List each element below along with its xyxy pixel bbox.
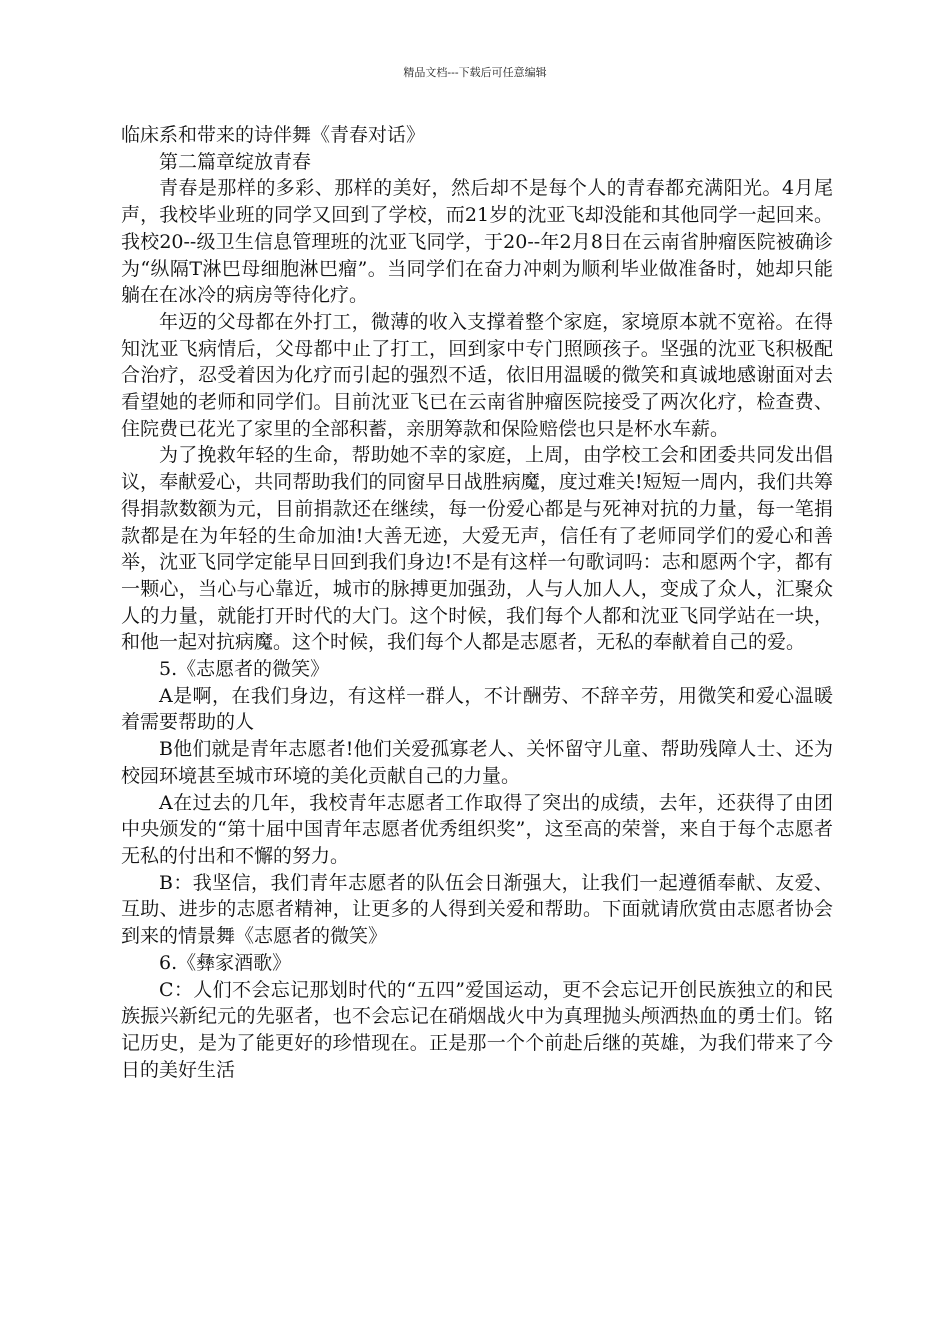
paragraph: 年迈的父母都在外打工，微薄的收入支撑着整个家庭，家境原本就不宽裕。在得知沈亚飞病情后，父母都中止了打工，回到家中专门照顾孩子。坚强的沈亚飞积极配合治疗，忍受着因为化疗而引起的强烈不适，依旧用温暖的微笑和真诚地感谢面对去看望她的老师和同学们。目前沈亚飞已在云南省肿瘤医院接受了两次化疗，检查费、住院费已花光了家里的全部积蓄，亲朋筹款和保险赔偿也只是杯水车薪。 — [121, 310, 833, 440]
paragraph-title: 临床系和带来的诗伴舞《青春对话》 — [121, 124, 426, 146]
paragraph: A是啊，在我们身边，有这样一群人，不计酬劳、不辞辛劳，用微笑和爱心温暖着需要帮助的人 — [121, 684, 833, 734]
paragraph: B：我坚信，我们青年志愿者的队伍会日渐强大，让我们一起遵循奉献、友爱、互助、进步的志愿者精神，让更多的人得到关爱和帮助。下面就请欣赏由志愿者协会到来的情景舞《志愿者的微笑》 — [121, 871, 833, 948]
program-item-heading: 5.《志愿者的微笑》 — [159, 658, 330, 681]
paragraph: A在过去的几年，我校青年志愿者工作取得了突出的成绩，去年，还获得了由团中央颁发的“第十届中国青年志愿者优秀组织奖”，这至高的荣誉，来自于每个志愿者无私的付出和不懈的努力。 — [121, 791, 833, 867]
section-heading: 第二篇章绽放青春 — [159, 150, 312, 173]
document-body — [121, 122, 833, 1083]
paragraph: 青春是那样的多彩、那样的美好，然后却不是每个人的青春都充满阳光。4月尾声，我校毕业班的同学又回到了学校，而21岁的沈亚飞却没能和其他同学一起回来。我校20--级卫生信息管理班的沈亚飞同学，于20--年2月8日在云南省肿瘤医院被确诊为“纵隔T淋巴母细胞淋巴瘤”。当同学们在奋力冲刺为顺利毕业做准备时，她却只能躺在在冰冷的病房等待化疗。 — [121, 177, 833, 307]
program-item-heading: 6.《彝家酒歌》 — [159, 951, 292, 974]
paragraph: 为了挽救年轻的生命，帮助她不幸的家庭，上周，由学校工会和团委共同发出倡议，奉献爱心，共同帮助我们的同窗早日战胜病魔，度过难关!短短一周内，我们共筹得捐款数额为元，目前捐款还在继续，每一份爱心都是与死神对抗的力量，每一笔捐款都是在为年轻的生命加油!大善无迹，大爱无声，信任有了老师同学们的爱心和善举，沈亚飞同学定能早日回到我们身边!不是有这样一句歌词吗：志和愿两个字，都有一颗心，当心与心靠近，城市的脉搏更加强劲，人与人加人人，变成了众人，汇聚众人的力量，就能打开时代的大门。这个时候，我们每个人都和沈亚飞同学站在一块，和他一起对抗病魔。这个时候，我们每个人都是志愿者，无私的奉献着自己的爱。 — [121, 444, 833, 654]
paragraph: B他们就是青年志愿者!他们关爱孤寡老人、关怀留守儿童、帮助残障人士、还为校园环境甚至城市环境的美化贡献自己的力量。 — [121, 738, 833, 787]
paragraph: C：人们不会忘记那划时代的“五四”爱国运动，更不会忘记开创民族独立的和民族振兴新纪元的先驱者，也不会忘记在硝烟战火中为真理抛头颅洒热血的勇士们。铭记历史，是为了能更好的珍惜现在。正是那一个个前赴后继的英雄，为我们带来了今日的美好生活 — [121, 978, 833, 1081]
page-header: 精品文档---下载后可任意编辑 — [403, 66, 547, 79]
